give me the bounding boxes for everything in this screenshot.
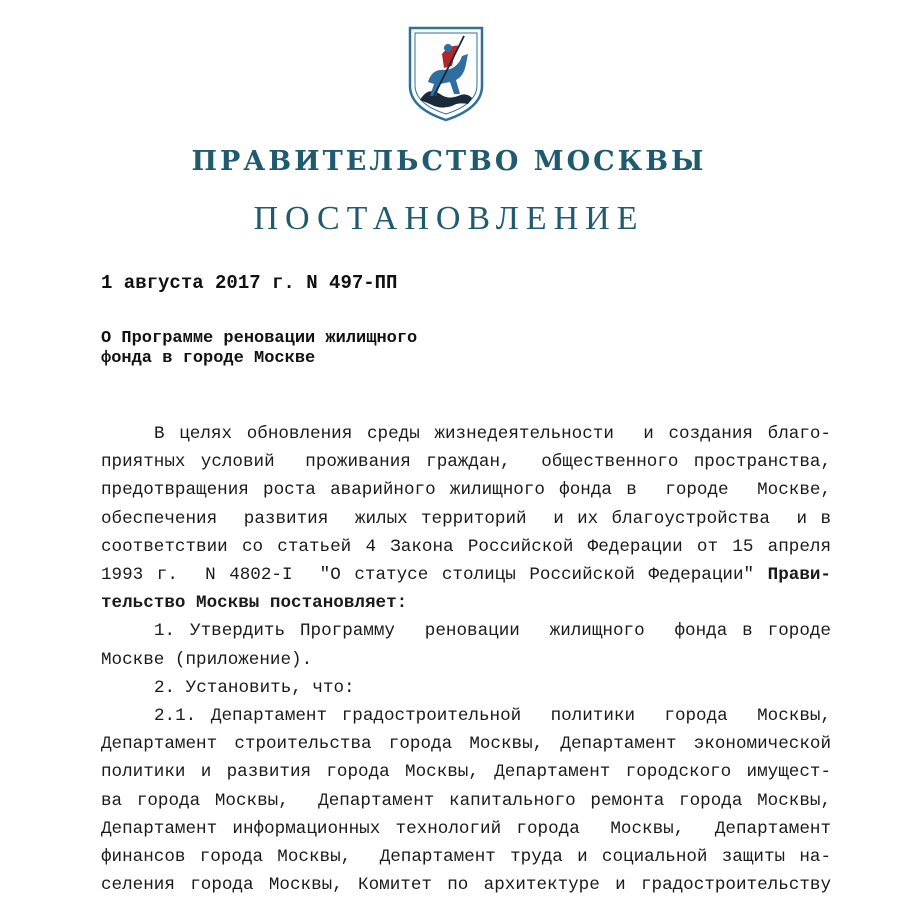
body-line: обеспечения развития жилых территорий и их благоустройства и в	[101, 508, 831, 529]
body-line: Москве (приложение).	[101, 649, 313, 670]
body-line: Департамент информационных технологий города Москвы, Департамент	[101, 818, 831, 839]
body-line: соответствии со статьей 4 Закона Российской Федерации от 15 апреля	[101, 536, 831, 557]
subject-line: О Программе реновации жилищного	[101, 329, 418, 348]
body-line-text: 1993 г. N 4802-I "О статусе столицы Российской Федерации"	[101, 565, 768, 586]
body-line: политики и развития города Москвы, Департамент городского имущест-	[101, 762, 831, 783]
body-line: селения города Москвы, Комитет по архитектуре и градостроительству	[101, 875, 831, 896]
subject-line: фонда в городе Москве	[101, 349, 316, 368]
body-line: ва города Москвы, Департамент капитального ремонта города Москвы,	[101, 790, 831, 811]
body-line: 1. Утвердить Программу реновации жилищного фонда в городе	[154, 621, 831, 642]
organization-title: ПРАВИТЕЛЬСТВО МОСКВЫ	[191, 146, 707, 177]
body-line-bold: Прави-	[767, 565, 831, 586]
document-body	[101, 420, 831, 899]
body-line	[101, 589, 831, 617]
body-line: предотвращения роста аварийного жилищного фонда в городе Москве,	[101, 480, 831, 501]
body-line: приятных условий проживания граждан, общественного пространства,	[101, 452, 831, 473]
document-subject	[101, 329, 521, 369]
body-line: В целях обновления среды жизнедеятельности и создания благо-	[154, 424, 831, 444]
body-line: 2.1. Департамент градостроительной политики города Москвы,	[154, 706, 831, 727]
body-line-bold: тельство Москвы постановляет:	[101, 593, 408, 614]
body-line: финансов города Москвы, Департамент труда и социальной защиты на-	[101, 847, 831, 868]
moscow-coat-of-arms	[406, 24, 486, 124]
date-and-number: 1 августа 2017 г. N 497-ПП	[101, 272, 398, 294]
document-type-title: ПОСТАНОВЛЕНИЕ	[253, 200, 645, 237]
body-line: 2. Установить, что:	[154, 677, 355, 698]
body-line	[101, 561, 831, 589]
body-line: Департамент строительства города Москвы, Департамент экономической	[101, 734, 831, 755]
